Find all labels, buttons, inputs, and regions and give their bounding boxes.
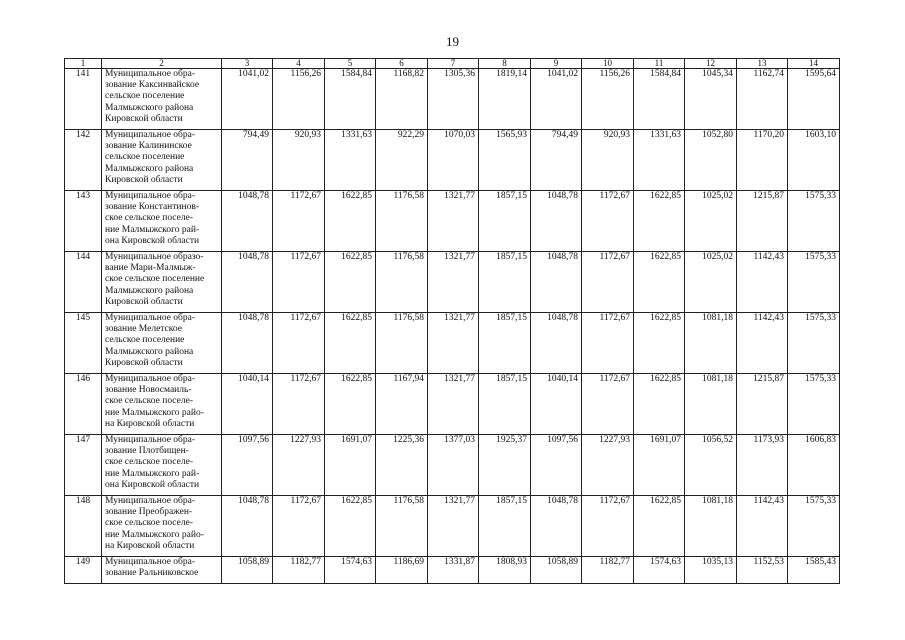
value-cell: 1857,15 — [479, 496, 531, 557]
value-cell: 1575,33 — [788, 496, 840, 557]
row-number: 147 — [65, 435, 102, 496]
value-cell: 1162,74 — [737, 69, 788, 130]
value-cell: 1622,85 — [325, 313, 376, 374]
value-cell: 1172,67 — [582, 313, 634, 374]
value-cell: 1215,87 — [737, 374, 788, 435]
value-cell: 1321,77 — [428, 374, 479, 435]
value-cell: 1052,80 — [685, 130, 737, 191]
column-header: 9 — [531, 59, 582, 69]
value-cell: 1857,15 — [479, 191, 531, 252]
value-cell: 1574,63 — [634, 557, 685, 584]
value-cell: 1048,78 — [531, 252, 582, 313]
value-cell: 1575,33 — [788, 374, 840, 435]
value-cell: 1575,33 — [788, 191, 840, 252]
row-number: 149 — [65, 557, 102, 584]
value-cell: 1622,85 — [634, 374, 685, 435]
value-cell: 1048,78 — [222, 191, 273, 252]
value-cell: 1172,67 — [273, 313, 325, 374]
column-header: 6 — [376, 59, 428, 69]
column-header: 8 — [479, 59, 531, 69]
value-cell: 1176,58 — [376, 313, 428, 374]
value-cell: 1331,87 — [428, 557, 479, 584]
value-cell: 1622,85 — [325, 191, 376, 252]
value-cell: 1925,37 — [479, 435, 531, 496]
column-header: 12 — [685, 59, 737, 69]
table-row — [65, 557, 840, 584]
value-cell: 1172,67 — [582, 496, 634, 557]
value-cell: 1575,33 — [788, 252, 840, 313]
value-cell: 1622,85 — [634, 496, 685, 557]
value-cell: 794,49 — [531, 130, 582, 191]
value-cell: 922,29 — [376, 130, 428, 191]
table-row — [65, 252, 840, 313]
value-cell: 1048,78 — [222, 252, 273, 313]
municipality-name: Муниципальное обра- зование Ральниковское — [102, 557, 222, 584]
value-cell: 1227,93 — [273, 435, 325, 496]
value-cell: 1215,87 — [737, 191, 788, 252]
value-cell: 1058,89 — [222, 557, 273, 584]
municipality-name: Муниципальное образо- вание Мари-Малмыж- ское сельское поселение Малмыжского района Кировской области — [102, 252, 222, 313]
value-cell: 1048,78 — [531, 496, 582, 557]
value-cell: 1081,18 — [685, 496, 737, 557]
column-header: 5 — [325, 59, 376, 69]
value-cell: 1081,18 — [685, 374, 737, 435]
column-header: 3 — [222, 59, 273, 69]
value-cell: 1331,63 — [325, 130, 376, 191]
value-cell: 1173,93 — [737, 435, 788, 496]
value-cell: 1377,03 — [428, 435, 479, 496]
value-cell: 1048,78 — [531, 313, 582, 374]
value-cell: 1585,43 — [788, 557, 840, 584]
municipality-name: Муниципальное обра- зование Мелетское сельское поселение Малмыжского района Кировской области — [102, 313, 222, 374]
value-cell: 1331,63 — [634, 130, 685, 191]
value-cell: 1186,69 — [376, 557, 428, 584]
value-cell: 1574,63 — [325, 557, 376, 584]
table-row — [65, 435, 840, 496]
value-cell: 1691,07 — [325, 435, 376, 496]
value-cell: 1172,67 — [582, 191, 634, 252]
column-header: 14 — [788, 59, 840, 69]
column-header: 2 — [102, 59, 222, 69]
value-cell: 1142,43 — [737, 313, 788, 374]
value-cell: 1172,67 — [273, 496, 325, 557]
value-cell: 1081,18 — [685, 313, 737, 374]
value-cell: 1575,33 — [788, 313, 840, 374]
value-cell: 1041,02 — [531, 69, 582, 130]
municipality-name: Муниципальное обра- зование Каксинвайское сельское поселение Малмыжского района Кировской области — [102, 69, 222, 130]
value-cell: 1176,58 — [376, 191, 428, 252]
value-cell: 1622,85 — [325, 496, 376, 557]
value-cell: 1857,15 — [479, 374, 531, 435]
value-cell: 1172,67 — [273, 252, 325, 313]
value-cell: 1142,43 — [737, 496, 788, 557]
municipality-name: Муниципальное обра- зование Новосмаиль- ское сельское поселе- ние Малмыжского райо- на Кировской области — [102, 374, 222, 435]
value-cell: 1622,85 — [634, 191, 685, 252]
value-cell: 920,93 — [273, 130, 325, 191]
value-cell: 1819,14 — [479, 69, 531, 130]
value-cell: 1172,67 — [273, 374, 325, 435]
value-cell: 1603,10 — [788, 130, 840, 191]
value-cell: 1182,77 — [273, 557, 325, 584]
value-cell: 1070,03 — [428, 130, 479, 191]
value-cell: 1035,13 — [685, 557, 737, 584]
value-cell: 1172,67 — [273, 191, 325, 252]
value-cell: 1056,52 — [685, 435, 737, 496]
municipality-name: Муниципальное обра- зование Константинов- ское сельское поселе- ние Малмыжского рай- она Кировской области — [102, 191, 222, 252]
value-cell: 1172,67 — [582, 252, 634, 313]
value-cell: 1152,53 — [737, 557, 788, 584]
row-number: 142 — [65, 130, 102, 191]
page-number: 19 — [446, 34, 459, 49]
value-cell: 1857,15 — [479, 252, 531, 313]
value-cell: 1321,77 — [428, 252, 479, 313]
value-cell: 1040,14 — [222, 374, 273, 435]
value-cell: 1172,67 — [582, 374, 634, 435]
value-cell: 1565,93 — [479, 130, 531, 191]
column-header: 10 — [582, 59, 634, 69]
column-header: 13 — [737, 59, 788, 69]
value-cell: 1025,02 — [685, 191, 737, 252]
value-cell: 1045,34 — [685, 69, 737, 130]
value-cell: 1227,93 — [582, 435, 634, 496]
value-cell: 1142,43 — [737, 252, 788, 313]
municipality-name: Муниципальное обра- зование Преображен- ское сельское поселе- ние Малмыжского райо- на Кировской области — [102, 496, 222, 557]
row-number: 144 — [65, 252, 102, 313]
value-cell: 920,93 — [582, 130, 634, 191]
column-header: 1 — [65, 59, 102, 69]
value-cell: 1305,36 — [428, 69, 479, 130]
value-cell: 794,49 — [222, 130, 273, 191]
value-cell: 1606,83 — [788, 435, 840, 496]
value-cell: 1622,85 — [325, 374, 376, 435]
value-cell: 1048,78 — [222, 313, 273, 374]
value-cell: 1167,94 — [376, 374, 428, 435]
value-cell: 1156,26 — [582, 69, 634, 130]
value-cell: 1622,85 — [634, 252, 685, 313]
value-cell: 1176,58 — [376, 496, 428, 557]
row-number: 146 — [65, 374, 102, 435]
value-cell: 1025,02 — [685, 252, 737, 313]
value-cell: 1097,56 — [531, 435, 582, 496]
column-header: 7 — [428, 59, 479, 69]
row-number: 141 — [65, 69, 102, 130]
municipality-name: Муниципальное обра- зование Калининское сельское поселение Малмыжского района Кировской области — [102, 130, 222, 191]
value-cell: 1622,85 — [325, 252, 376, 313]
table-row — [65, 374, 840, 435]
municipality-name: Муниципальное обра- зование Плотбищен- ское сельское поселе- ние Малмыжского рай- она Кировской области — [102, 435, 222, 496]
value-cell: 1321,77 — [428, 313, 479, 374]
value-cell: 1595,64 — [788, 69, 840, 130]
value-cell: 1857,15 — [479, 313, 531, 374]
row-number: 148 — [65, 496, 102, 557]
value-cell: 1622,85 — [634, 313, 685, 374]
value-cell: 1584,84 — [325, 69, 376, 130]
table-row — [65, 130, 840, 191]
row-number: 145 — [65, 313, 102, 374]
table-row — [65, 313, 840, 374]
value-cell: 1176,58 — [376, 252, 428, 313]
value-cell: 1584,84 — [634, 69, 685, 130]
value-cell: 1156,26 — [273, 69, 325, 130]
value-cell: 1170,20 — [737, 130, 788, 191]
value-cell: 1182,77 — [582, 557, 634, 584]
value-cell: 1321,77 — [428, 191, 479, 252]
value-cell: 1691,07 — [634, 435, 685, 496]
table-body — [65, 69, 840, 584]
table-row — [65, 69, 840, 130]
value-cell: 1048,78 — [531, 191, 582, 252]
value-cell: 1097,56 — [222, 435, 273, 496]
value-cell: 1040,14 — [531, 374, 582, 435]
row-number: 143 — [65, 191, 102, 252]
table-row — [65, 496, 840, 557]
column-header: 11 — [634, 59, 685, 69]
header-row — [65, 59, 840, 69]
table-row — [65, 191, 840, 252]
value-cell: 1048,78 — [222, 496, 273, 557]
value-cell: 1321,77 — [428, 496, 479, 557]
value-cell: 1058,89 — [531, 557, 582, 584]
column-header: 4 — [273, 59, 325, 69]
value-cell: 1225,36 — [376, 435, 428, 496]
value-cell: 1041,02 — [222, 69, 273, 130]
tariff-table — [64, 58, 840, 584]
value-cell: 1168,82 — [376, 69, 428, 130]
value-cell: 1808,93 — [479, 557, 531, 584]
